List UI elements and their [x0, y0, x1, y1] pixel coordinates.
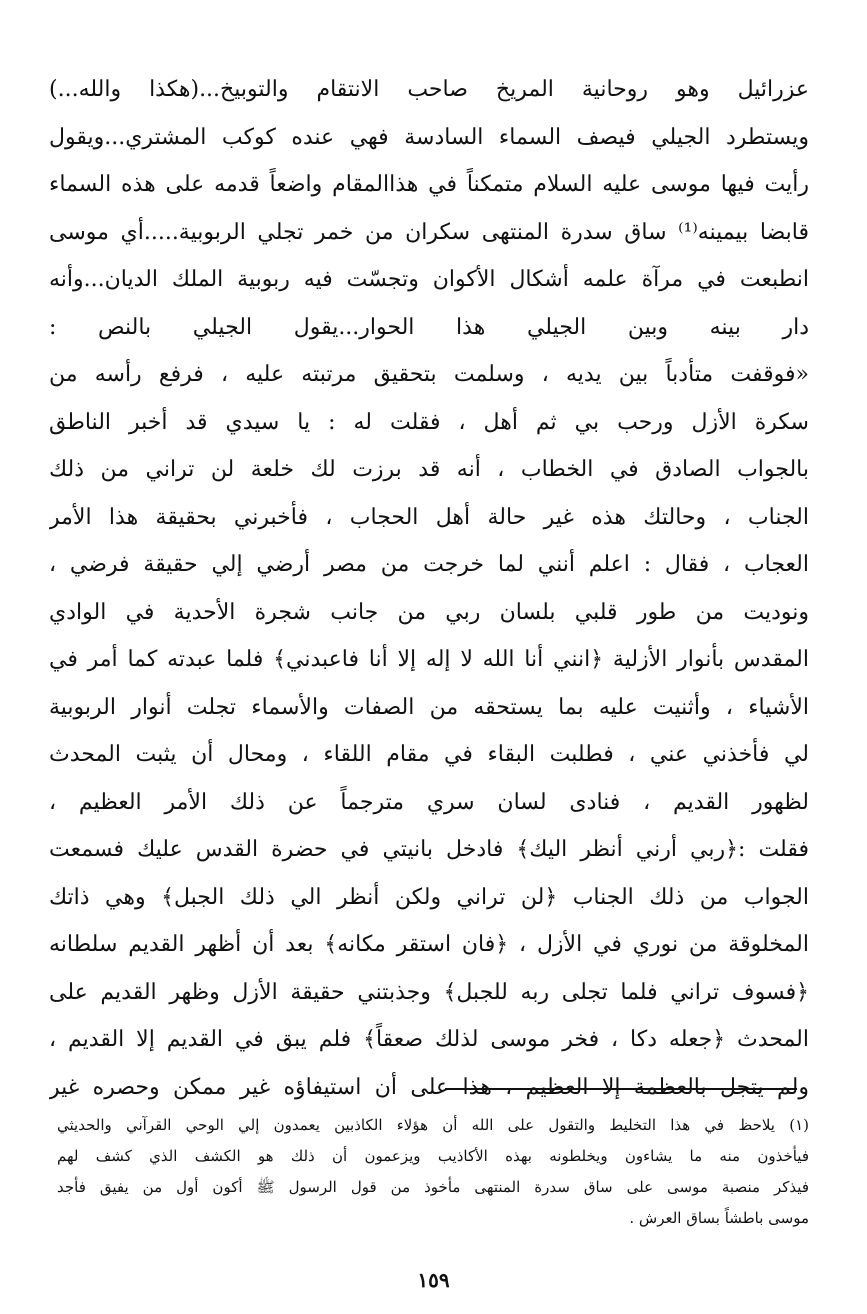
text-line: سكرة الأزل ورحب بي ثم أهل ، فقلت له : يا سيدي قد أخبر الناطق — [49, 409, 809, 435]
footnote-line: فيذكر منصبة موسى على ساق سدرة المنتهى مأخوذ من قول الرسول ﷺ أكون أول من يفيق فأجد — [57, 1178, 809, 1196]
text-line: العجاب ، فقال : اعلم أنني لما خرجت من مصر أرضي إلي حقيقة فرضي ، — [49, 552, 809, 577]
page-number: ١٥٩ — [417, 1268, 450, 1292]
text-line: الجواب من ذلك الجناب ﴿لن تراني ولكن أنظر الي ذلك الجبل﴾ وهي ذاتك — [49, 884, 809, 910]
text-line: بالجواب الصادق في الخطاب ، أنه قد برزت لك خلعة لن تراني من ذلك — [49, 457, 809, 482]
text-line: لظهور القديم ، فنادى لسان سري مترجماً عن ذلك الأمر العظيم ، — [49, 789, 809, 815]
text-line: لي فأخذني عني ، فطلبت البقاء في مقام اللقاء ، ومحال أن يثبت المحدث — [49, 742, 809, 767]
text-line: دار بينه وبين الجيلي هذا الحوار...يقول الجيلي بالنص : — [49, 314, 809, 340]
footnote-line: موسى باطشاً بساق العرش . — [629, 1209, 809, 1227]
text-line: عزرائيل وهو روحانية المريخ صاحب الانتقام والتوبيخ...(هكذا والله...) — [49, 77, 809, 102]
text-line: المخلوقة من نوري في الأزل ، ﴿فان استقر مكانه﴾ بعد أن أظهر القديم سلطانه — [49, 932, 809, 957]
text-line: رأيت فيها موسى عليه السلام متمكناً في هذاالمقام واضعاً قدمه على هذه السماء — [49, 172, 809, 197]
text-line: الأشياء ، وأثنيت عليه بما يستحقه من الصفات والأسماء تجلت أنوار الربوبية — [49, 694, 809, 720]
footnote-line: (١) يلاحظ في هذا التخليط والتقول على الله أن هؤلاء الكاذبين يعمدون إلي الوحي القرآني والحديثي — [57, 1116, 809, 1134]
text-line: فقلت :﴿ربي أرني أنظر اليك﴾ فادخل بانيتي في حضرة القدس عليك فسمعت — [49, 837, 809, 862]
text-line: ولم يتجل بالعظمة إلا العظيم ، هذا على أن استيفاؤه غير ممكن وحصره غير — [49, 1074, 809, 1100]
footnote-separator — [445, 1088, 797, 1090]
text-line: انطبعت في مرآة علمه أشكال الأكوان وتجسّت فيه ربوبية الملك الديان...وأنه — [49, 267, 809, 292]
text-line: قابضا بيمينه⁽¹⁾ ساق سدرة المنتهى سكران من خمر تجلي الربوبية.....أي موسى — [49, 219, 809, 245]
text-line: ﴿فسوف تراني فلما تجلى ربه للجبل﴾ وجذبتني حقيقة الأزل وظهر القديم على — [49, 979, 809, 1005]
text-line: «فوقفت متأدباً بين يديه ، وسلمت بتحقيق مرتبته عليه ، فرفع رأسه من — [49, 362, 809, 387]
footnote-line: فيأخذون منه ما يشاءون ويخلطونه بهذه الأكاذيب ويزعمون أن ذلك هو الكشف الذي كشف لهم — [57, 1147, 809, 1165]
footnotes — [57, 1110, 809, 1234]
text-line: المحدث ﴿جعله دكا ، فخر موسى لذلك صعقاً﴾ فلم يبق في القديم إلا القديم ، — [49, 1027, 809, 1052]
text-line: المقدس بأنوار الأزلية ﴿انني أنا الله لا إله إلا أنا فاعبدني﴾ فلما عبدته كما أمر في — [49, 647, 809, 672]
text-line: ويستطرد الجيلي فيصف السماء السادسة فهي عنده كوكب المشتري...ويقول — [49, 124, 809, 150]
text-line: ونوديت من طور قلبي بلسان ربي من جانب شجرة الأحدية في الوادي — [49, 599, 809, 625]
text-line: الجناب ، وحالتك هذه غير حالة أهل الحجاب ، فأخبرني بحقيقة هذا الأمر — [49, 504, 809, 530]
main-text — [49, 66, 809, 1111]
